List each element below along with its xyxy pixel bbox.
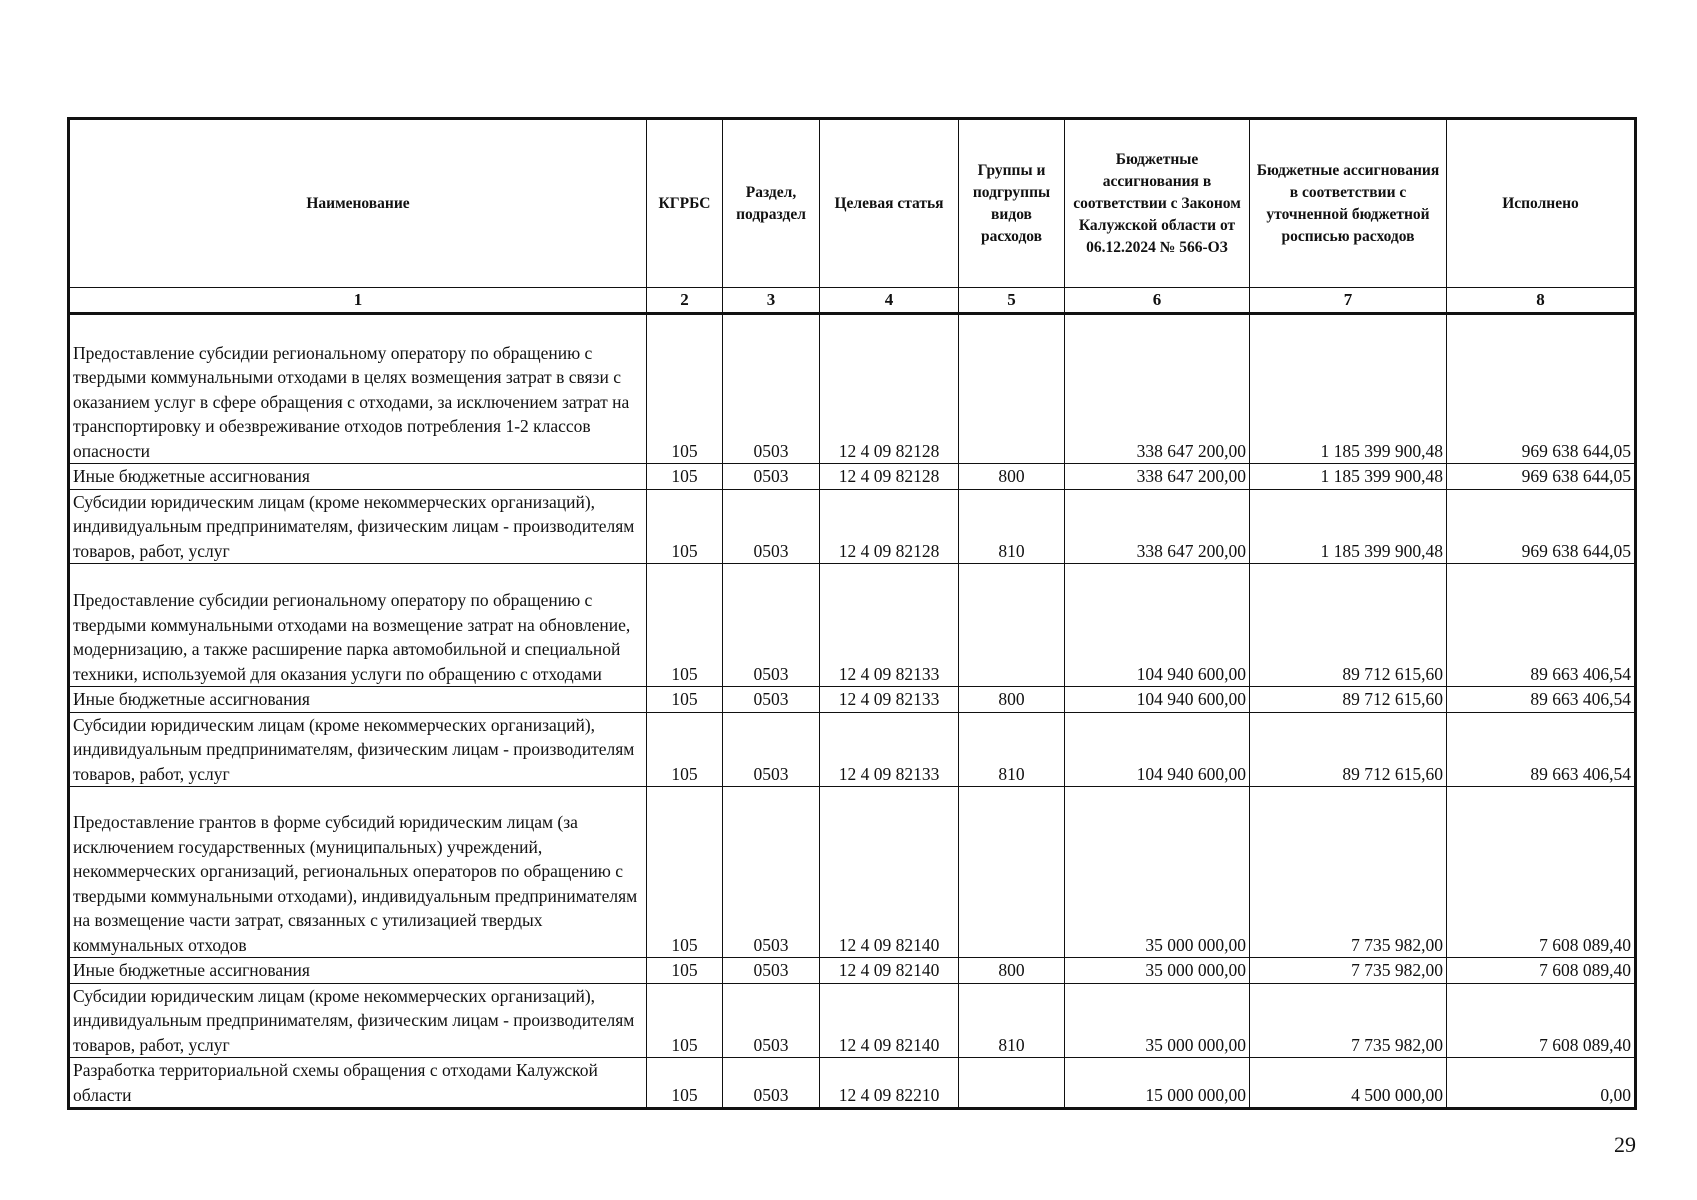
row-target-article: 12 4 09 82133: [820, 687, 959, 713]
row-kgrbs: 105: [647, 314, 723, 464]
row-law-amount: 35 000 000,00: [1065, 787, 1250, 958]
row-expense-group: [959, 564, 1065, 687]
row-target-article: 12 4 09 82128: [820, 489, 959, 564]
row-executed-amount: 0,00: [1447, 1058, 1636, 1109]
row-target-article: 12 4 09 82133: [820, 712, 959, 787]
row-executed-amount: 7 608 089,40: [1447, 983, 1636, 1058]
row-refined-amount: 89 712 615,60: [1250, 687, 1447, 713]
row-name: Иные бюджетные ассигнования: [69, 687, 647, 713]
row-target-article: 12 4 09 82128: [820, 314, 959, 464]
table-row: [69, 687, 1636, 713]
budget-report-sheet: [67, 117, 1634, 1110]
table-body: [69, 314, 1636, 1109]
column-number: 7: [1250, 288, 1447, 314]
row-section: 0503: [723, 314, 820, 464]
row-kgrbs: 105: [647, 464, 723, 490]
row-name: Предоставление грантов в форме субсидий юридическим лицам (за исключением государственных (муниципальных) учреждений, некоммерческих организаций, региональных операторов по обращению с твердыми коммунальными отходами), индивидуальным предпринимателям на возмещение части затрат, связанных с утилизацией твердых коммунальных отходов: [69, 787, 647, 958]
table-row: [69, 464, 1636, 490]
row-section: 0503: [723, 1058, 820, 1109]
header-refined-allocations: Бюджетные ассигнования в соответствии с уточненной бюджетной росписью расходов: [1250, 119, 1447, 288]
row-executed-amount: 7 608 089,40: [1447, 958, 1636, 984]
column-number: 4: [820, 288, 959, 314]
budget-execution-table: [67, 117, 1637, 1110]
header-name: Наименование: [69, 119, 647, 288]
row-law-amount: 338 647 200,00: [1065, 314, 1250, 464]
row-name: Предоставление субсидии региональному оператору по обращению с твердыми коммунальными отходами в целях возмещения затрат в связи с оказанием услуг в сфере обращения с отходами, за исключением затрат на транспортировку и обезвреживание отходов потребления 1-2 классов опасности: [69, 314, 647, 464]
row-target-article: 12 4 09 82140: [820, 983, 959, 1058]
column-number: 8: [1447, 288, 1636, 314]
header-row: [69, 119, 1636, 288]
column-number: 6: [1065, 288, 1250, 314]
row-section: 0503: [723, 687, 820, 713]
table-row: [69, 564, 1636, 687]
row-target-article: 12 4 09 82140: [820, 787, 959, 958]
row-expense-group: 800: [959, 464, 1065, 490]
column-number: 2: [647, 288, 723, 314]
row-law-amount: 35 000 000,00: [1065, 958, 1250, 984]
row-kgrbs: 105: [647, 712, 723, 787]
header-executed: Исполнено: [1447, 119, 1636, 288]
row-executed-amount: 89 663 406,54: [1447, 687, 1636, 713]
row-executed-amount: 969 638 644,05: [1447, 489, 1636, 564]
column-number: 3: [723, 288, 820, 314]
row-section: 0503: [723, 489, 820, 564]
row-refined-amount: 1 185 399 900,48: [1250, 464, 1447, 490]
row-section: 0503: [723, 958, 820, 984]
row-refined-amount: 7 735 982,00: [1250, 983, 1447, 1058]
table-header: [69, 119, 1636, 314]
header-section: Раздел, подраздел: [723, 119, 820, 288]
row-section: 0503: [723, 787, 820, 958]
row-name: Иные бюджетные ассигнования: [69, 958, 647, 984]
row-name: Предоставление субсидии региональному оператору по обращению с твердыми коммунальными отходами на возмещение затрат на обновление, модернизацию, а также расширение парка автомобильной и специальной техники, используемой для оказания услуги по обращению с отходами: [69, 564, 647, 687]
row-law-amount: 338 647 200,00: [1065, 464, 1250, 490]
row-expense-group: [959, 314, 1065, 464]
row-kgrbs: 105: [647, 687, 723, 713]
column-number: 5: [959, 288, 1065, 314]
row-kgrbs: 105: [647, 564, 723, 687]
row-name: Разработка территориальной схемы обращения с отходами Калужской области: [69, 1058, 647, 1109]
row-refined-amount: 89 712 615,60: [1250, 712, 1447, 787]
page-number: 29: [1614, 1132, 1636, 1157]
row-target-article: 12 4 09 82128: [820, 464, 959, 490]
row-refined-amount: 89 712 615,60: [1250, 564, 1447, 687]
row-law-amount: 104 940 600,00: [1065, 564, 1250, 687]
row-kgrbs: 105: [647, 983, 723, 1058]
row-kgrbs: 105: [647, 489, 723, 564]
row-kgrbs: 105: [647, 1058, 723, 1109]
row-refined-amount: 1 185 399 900,48: [1250, 489, 1447, 564]
row-kgrbs: 105: [647, 958, 723, 984]
row-law-amount: 104 940 600,00: [1065, 687, 1250, 713]
row-executed-amount: 89 663 406,54: [1447, 564, 1636, 687]
row-expense-group: 800: [959, 958, 1065, 984]
row-section: 0503: [723, 564, 820, 687]
row-section: 0503: [723, 983, 820, 1058]
row-expense-group: 810: [959, 489, 1065, 564]
table-row: [69, 489, 1636, 564]
row-refined-amount: 4 500 000,00: [1250, 1058, 1447, 1109]
table-row: [69, 983, 1636, 1058]
row-law-amount: 35 000 000,00: [1065, 983, 1250, 1058]
row-refined-amount: 7 735 982,00: [1250, 958, 1447, 984]
table-row: [69, 958, 1636, 984]
row-section: 0503: [723, 712, 820, 787]
row-target-article: 12 4 09 82210: [820, 1058, 959, 1109]
row-law-amount: 104 940 600,00: [1065, 712, 1250, 787]
row-name: Субсидии юридическим лицам (кроме некоммерческих организаций), индивидуальным предпринимателям, физическим лицам - производителям товаров, работ, услуг: [69, 983, 647, 1058]
row-expense-group: 800: [959, 687, 1065, 713]
table-row: [69, 787, 1636, 958]
row-expense-group: 810: [959, 983, 1065, 1058]
row-executed-amount: 89 663 406,54: [1447, 712, 1636, 787]
row-kgrbs: 105: [647, 787, 723, 958]
column-number: 1: [69, 288, 647, 314]
header-kgrbs: КГРБС: [647, 119, 723, 288]
row-name: Иные бюджетные ассигнования: [69, 464, 647, 490]
row-executed-amount: 969 638 644,05: [1447, 464, 1636, 490]
row-expense-group: 810: [959, 712, 1065, 787]
row-name: Субсидии юридическим лицам (кроме некоммерческих организаций), индивидуальным предпринимателям, физическим лицам - производителям товаров, работ, услуг: [69, 489, 647, 564]
row-refined-amount: 1 185 399 900,48: [1250, 314, 1447, 464]
row-executed-amount: 969 638 644,05: [1447, 314, 1636, 464]
row-executed-amount: 7 608 089,40: [1447, 787, 1636, 958]
table-row: [69, 1058, 1636, 1109]
header-target-article: Целевая статья: [820, 119, 959, 288]
row-target-article: 12 4 09 82133: [820, 564, 959, 687]
row-law-amount: 15 000 000,00: [1065, 1058, 1250, 1109]
row-law-amount: 338 647 200,00: [1065, 489, 1250, 564]
row-expense-group: [959, 1058, 1065, 1109]
header-expense-group: Группы и подгруппы видов расходов: [959, 119, 1065, 288]
table-row: [69, 712, 1636, 787]
row-section: 0503: [723, 464, 820, 490]
row-name: Субсидии юридическим лицам (кроме некоммерческих организаций), индивидуальным предпринимателям, физическим лицам - производителям товаров, работ, услуг: [69, 712, 647, 787]
column-number-row: [69, 288, 1636, 314]
table-row: [69, 314, 1636, 464]
row-expense-group: [959, 787, 1065, 958]
row-refined-amount: 7 735 982,00: [1250, 787, 1447, 958]
header-law-allocations: Бюджетные ассигнования в соответствии с Законом Калужской области от 06.12.2024 № 566-ОЗ: [1065, 119, 1250, 288]
row-target-article: 12 4 09 82140: [820, 958, 959, 984]
